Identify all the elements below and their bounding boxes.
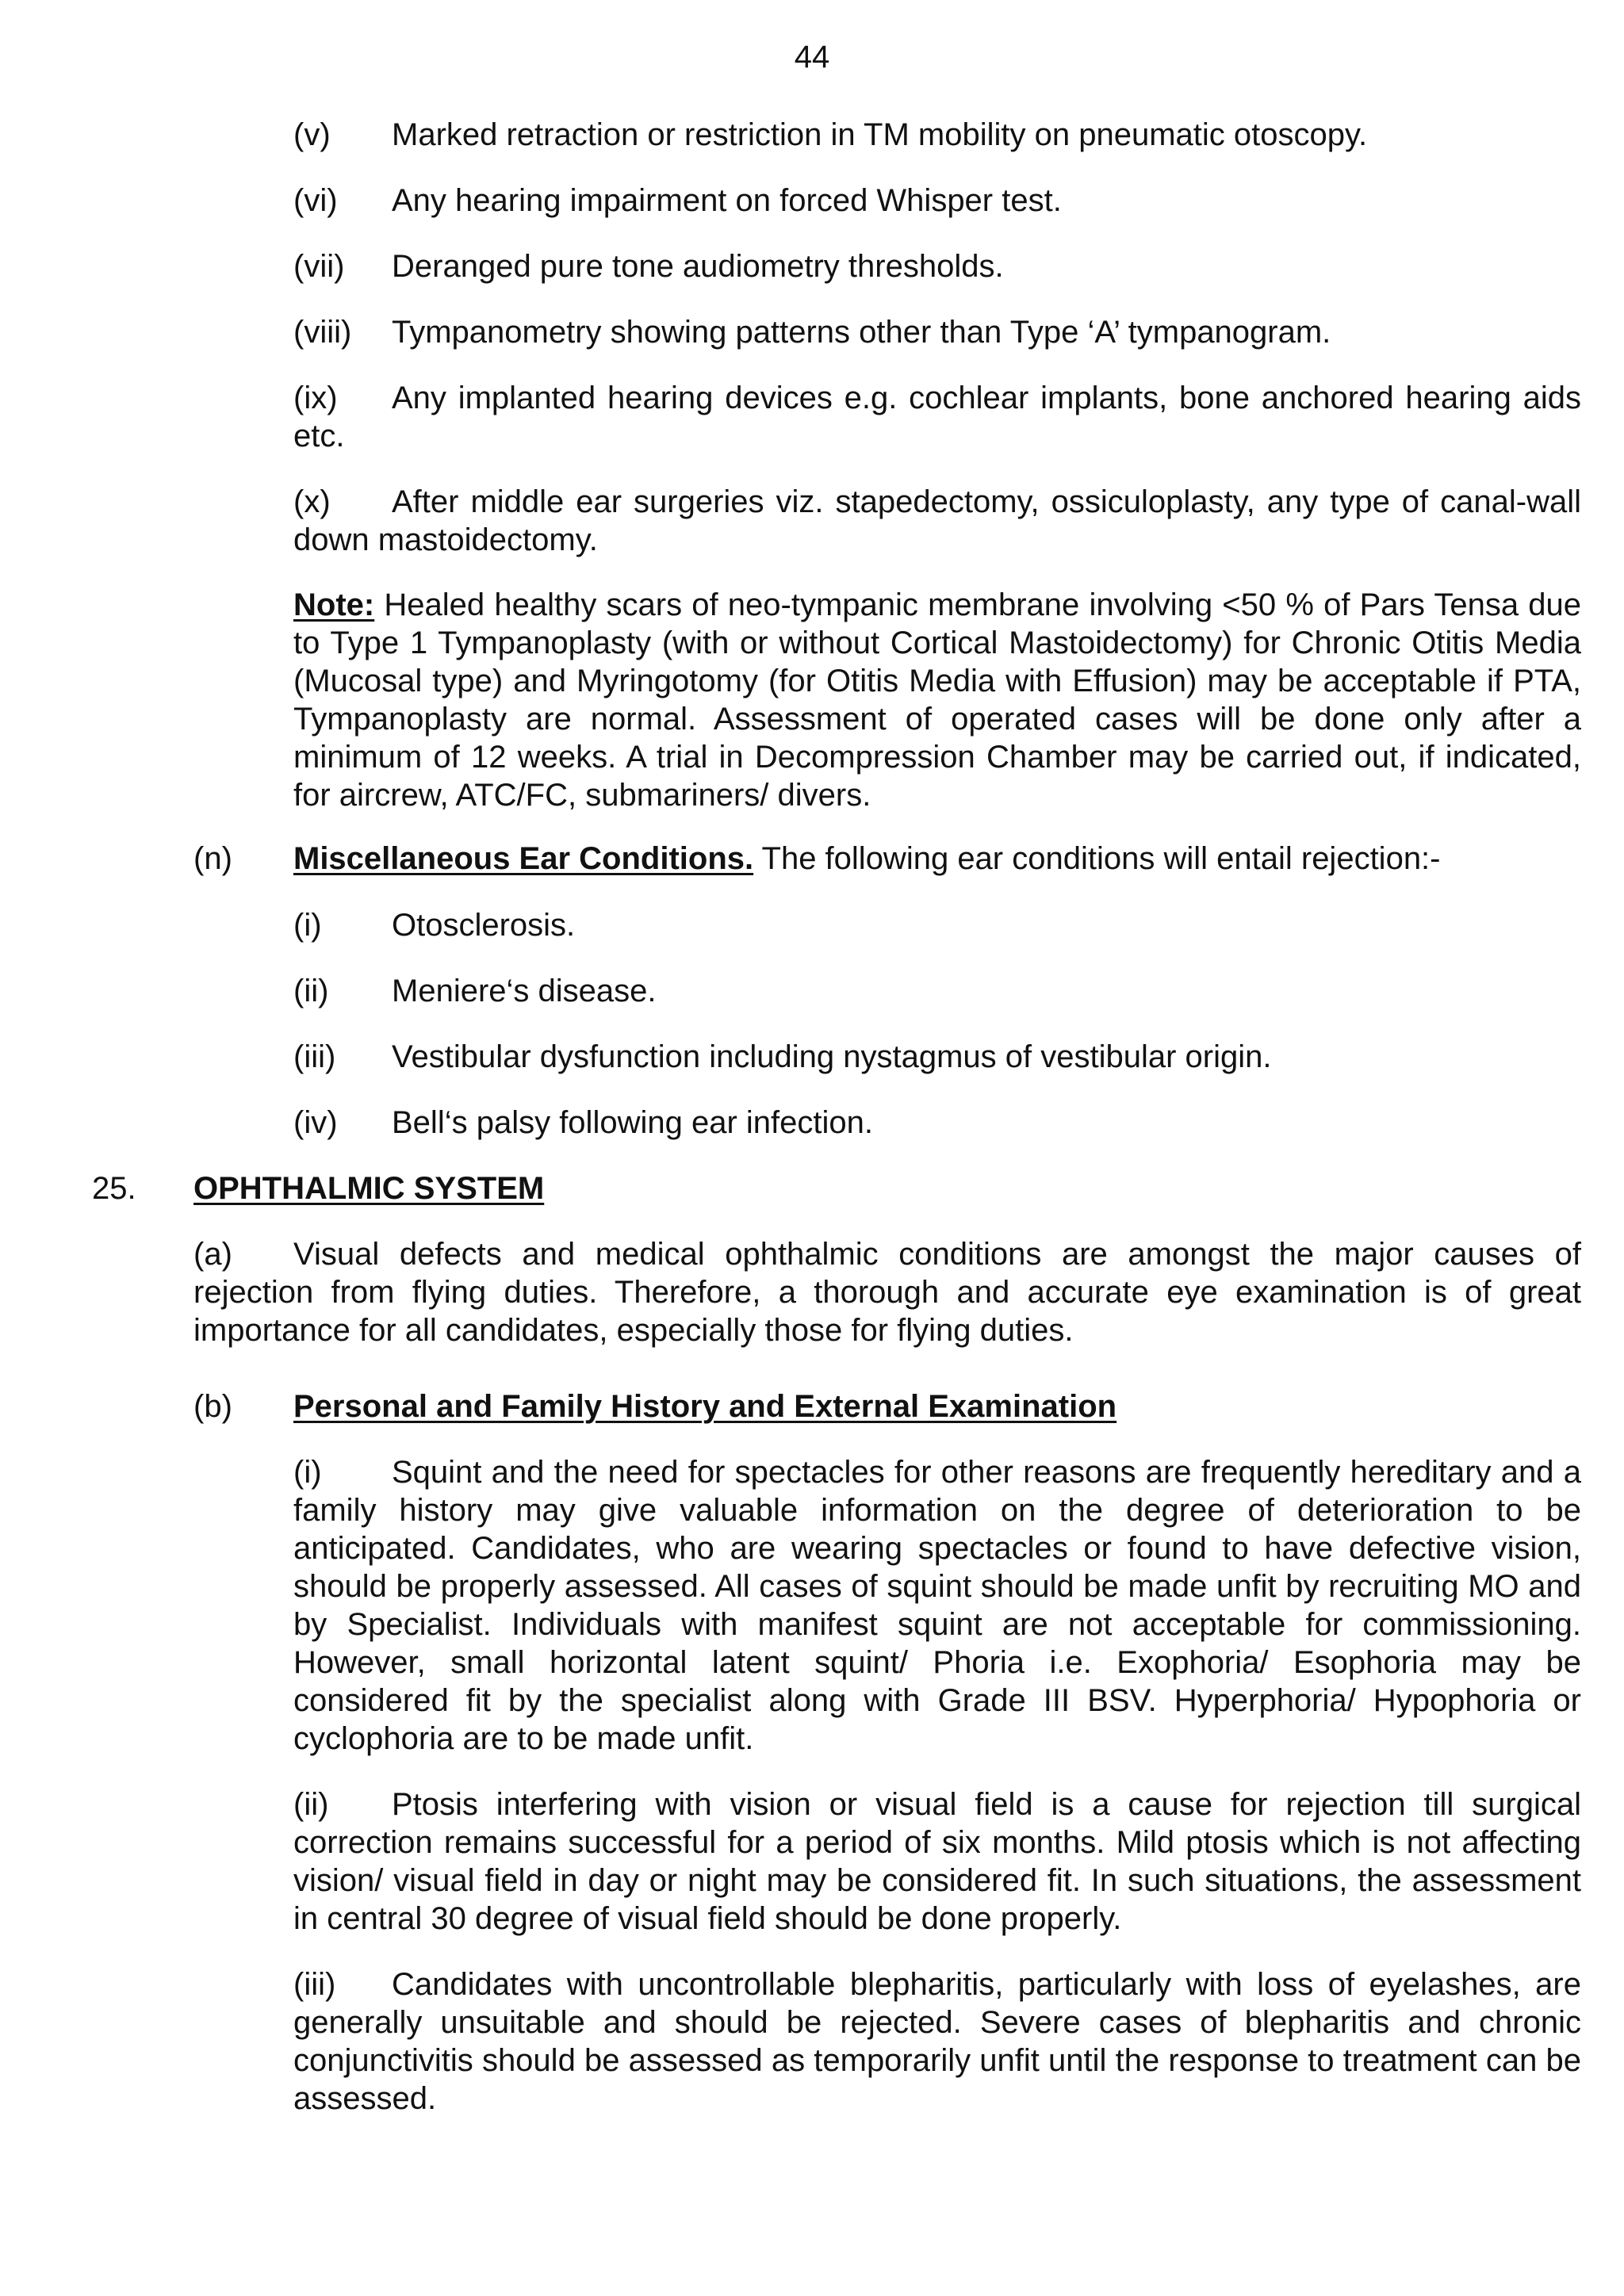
para-text: Visual defects and medical ophthalmic conditions are amongst the major causes of rejection from flying duties. Therefore, a thorough and accurate eye examination is of great importance for all candidates, especially those for flying duties.	[193, 1237, 1581, 1348]
para-number: (b)	[193, 1389, 232, 1424]
list-item	[293, 379, 1581, 455]
item-number: (i)	[293, 908, 322, 943]
note-label: Note:	[293, 587, 375, 622]
note-paragraph	[293, 586, 1581, 814]
section-title: OPHTHALMIC SYSTEM	[193, 1171, 545, 1206]
item-text: Marked retraction or restriction in TM mobility on pneumatic otoscopy.	[392, 117, 1368, 152]
item-number: (v)	[293, 117, 331, 152]
item-number: (iii)	[293, 1039, 336, 1074]
item-number: (ii)	[293, 1787, 329, 1822]
list-item	[293, 1785, 1581, 1938]
item-number: (x)	[293, 484, 331, 519]
section-number: 25.	[92, 1171, 136, 1206]
item-number: (iii)	[293, 1967, 336, 2002]
item-number: (ii)	[293, 974, 329, 1008]
item-text: Any hearing impairment on forced Whisper test.	[392, 183, 1062, 218]
item-number: (i)	[293, 1455, 322, 1490]
misc-heading: Miscellaneous Ear Conditions.	[293, 841, 754, 876]
item-text: Meniere‘s disease.	[392, 974, 657, 1008]
item-text: Squint and the need for spectacles for other reasons are frequently hereditary and a family history may give valuable information on the degree of deterioration to be anticipated. Candidates, who are wearing spectacles or found to have defective vision, should be properly assessed. All cases of squint should be made unfit by recruiting MO and by Specialist. Individuals with manifest squint are not acceptable for commissioning. However, small horizontal latent squint/ Phoria i.e. Exophoria/ Esophoria may be considered fit by the specialist along with Grade III BSV. Hyperphoria/ Hypophoria or cyclophoria are to be made unfit.	[293, 1455, 1581, 1756]
misc-text: The following ear conditions will entail rejection:-	[761, 841, 1441, 876]
item-number: (vi)	[293, 183, 338, 218]
page-number: 44	[794, 40, 830, 75]
item-text: After middle ear surgeries viz. stapedectomy, ossiculoplasty, any type of canal-wall down mastoidectomy.	[293, 484, 1581, 557]
item-text: Deranged pure tone audiometry thresholds.	[392, 249, 1004, 284]
item-text: Otosclerosis.	[392, 908, 576, 943]
item-text: Tympanometry showing patterns other than Type ‘A’ tympanogram.	[392, 315, 1331, 350]
item-number: (ix)	[293, 381, 338, 415]
item-number: (vii)	[293, 249, 345, 284]
paragraph-a	[193, 1235, 1581, 1349]
item-text: Bell‘s palsy following ear infection.	[392, 1105, 873, 1140]
list-item	[293, 1965, 1581, 2118]
note-text: Healed healthy scars of neo-tympanic membrane involving <50 % of Pars Tensa due to Type 1 Tympanoplasty (with or without Cortical Mastoidectomy) for Chronic Otitis Media (Mucosal type) and Myringotomy (for Otitis Media with Effusion) may be acceptable if PTA, Tympanoplasty are normal. Assessment of operated cases will be done only after a minimum of 12 weeks. A trial in Decompression Chamber may be carried out, if indicated, for aircrew, ATC/FC, submariners/ divers.	[293, 587, 1581, 813]
item-text: Vestibular dysfunction including nystagmus of vestibular origin.	[392, 1039, 1272, 1074]
list-item	[293, 483, 1581, 559]
item-text: Ptosis interfering with vision or visual field is a cause for rejection till surgical correction remains successful for a period of six months. Mild ptosis which is not affecting vision/ visual field in day or night may be considered fit. In such situations, the assessment in central 30 degree of visual field should be done properly.	[293, 1787, 1581, 1936]
para-number: (a)	[193, 1237, 232, 1272]
para-heading: Personal and Family History and External Examination	[293, 1389, 1117, 1424]
para-number: (n)	[193, 841, 232, 876]
item-number: (viii)	[293, 315, 352, 350]
item-text: Candidates with uncontrollable blepharitis, particularly with loss of eyelashes, are generally unsuitable and should be rejected. Severe cases of blepharitis and chronic conjunctivitis should be assessed as temporarily unfit until the response to treatment can be assessed.	[293, 1967, 1581, 2116]
list-item	[293, 1453, 1581, 1758]
item-text: Any implanted hearing devices e.g. cochlear implants, bone anchored hearing aids etc.	[293, 381, 1581, 453]
item-number: (iv)	[293, 1105, 338, 1140]
